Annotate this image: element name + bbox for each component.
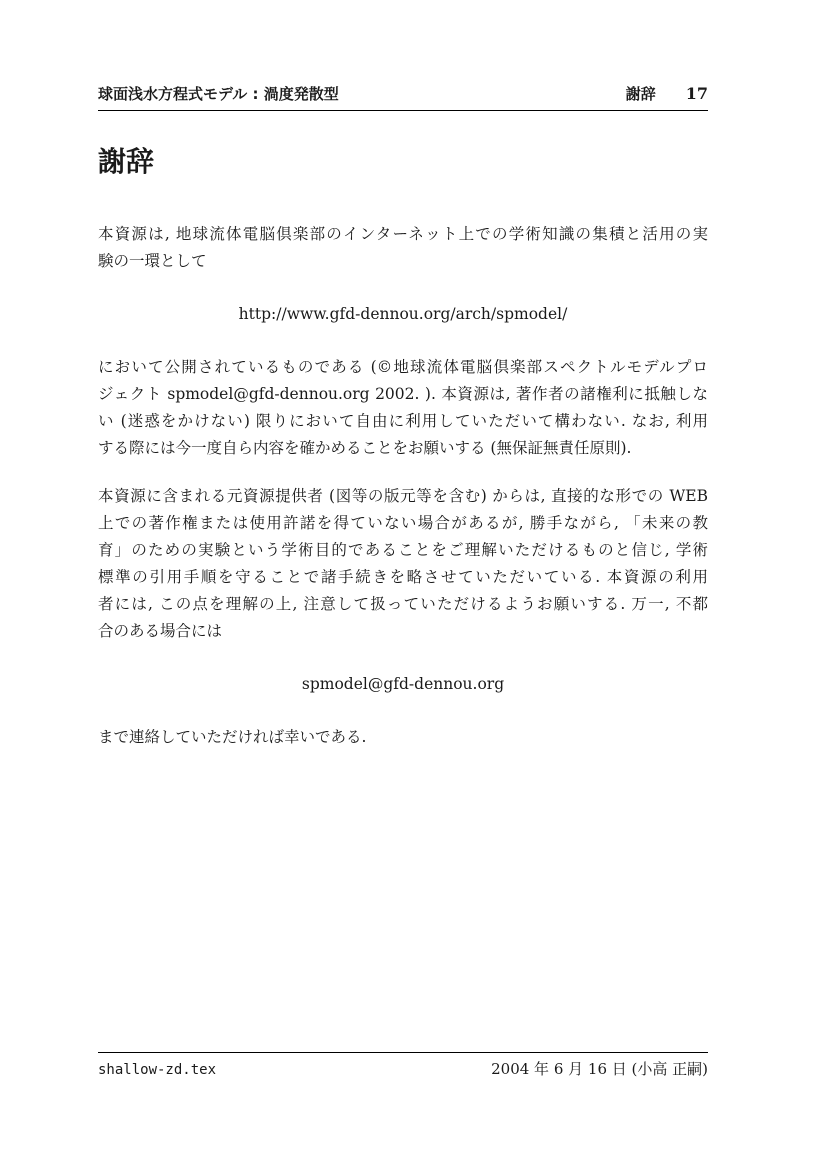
- paragraph-1: [98, 221, 708, 275]
- running-header: [98, 84, 708, 104]
- section-heading: 謝辞: [98, 145, 155, 178]
- body-text: [98, 221, 708, 751]
- paragraph-line: 験の一環として: [98, 252, 207, 270]
- contact-email: spmodel@gfd-dennou.org: [301, 675, 505, 693]
- header-rule: [98, 110, 708, 111]
- header-right-group: [626, 84, 708, 104]
- paragraph-line: する際には今一度自ら内容を確かめることをお願いする (無保証無責任原則).: [98, 439, 632, 457]
- header-document-title: 球面浅水方程式モデル : 渦度発散型: [98, 85, 339, 103]
- footer-date: 2004 年 6 月 16 日 (小高 正嗣): [491, 1060, 708, 1078]
- paragraph-line: ジェクト spmodel@gfd-dennou.org 2002. ). 本資源は, 著作者の諸権利に抵触しな: [98, 385, 708, 403]
- paragraph-line: において公開されているものである (©地球流体電脳倶楽部スペクトルモデルプロ: [98, 358, 708, 376]
- paragraph-line: い (迷惑をかけない) 限りにおいて自由に利用していただいて構わない. なお, 利用: [98, 412, 708, 430]
- page-content: [98, 0, 708, 751]
- paragraph-line: 上での著作権または使用許諾を得ていない場合があるが, 勝手ながら, 「未来の教: [98, 514, 708, 532]
- paragraph-line: 標準の引用手順を守ることで諸手続きを略させていただいている. 本資源の利用: [98, 568, 708, 586]
- paragraph-line: 育」のための実験という学術目的であることをご理解いただけるものと信じ, 学術: [98, 541, 708, 559]
- paragraph-line: 本資源に含まれる元資源提供者 (図等の版元等を含む) からは, 直接的な形での WEB: [98, 487, 708, 505]
- project-url: http://www.gfd-dennou.org/arch/spmodel/: [238, 305, 568, 323]
- closing-line: まで連絡していただければ幸いである.: [98, 728, 367, 746]
- paragraph-line: 者には, この点を理解の上, 注意して扱っていただけるようお願いする. 万一, 不都: [98, 595, 708, 613]
- paragraph-2: [98, 354, 708, 462]
- paragraph-3: [98, 483, 708, 645]
- page-number: 17: [685, 84, 708, 103]
- paragraph-line: 本資源は, 地球流体電脳倶楽部のインターネット上での学術知識の集積と活用の実: [98, 225, 708, 243]
- paragraph-line: 合のある場合には: [98, 622, 223, 640]
- header-section-name: 謝辞: [625, 85, 656, 103]
- footer-filename: shallow-zd.tex: [98, 1062, 217, 1078]
- page-footer: [98, 1052, 708, 1079]
